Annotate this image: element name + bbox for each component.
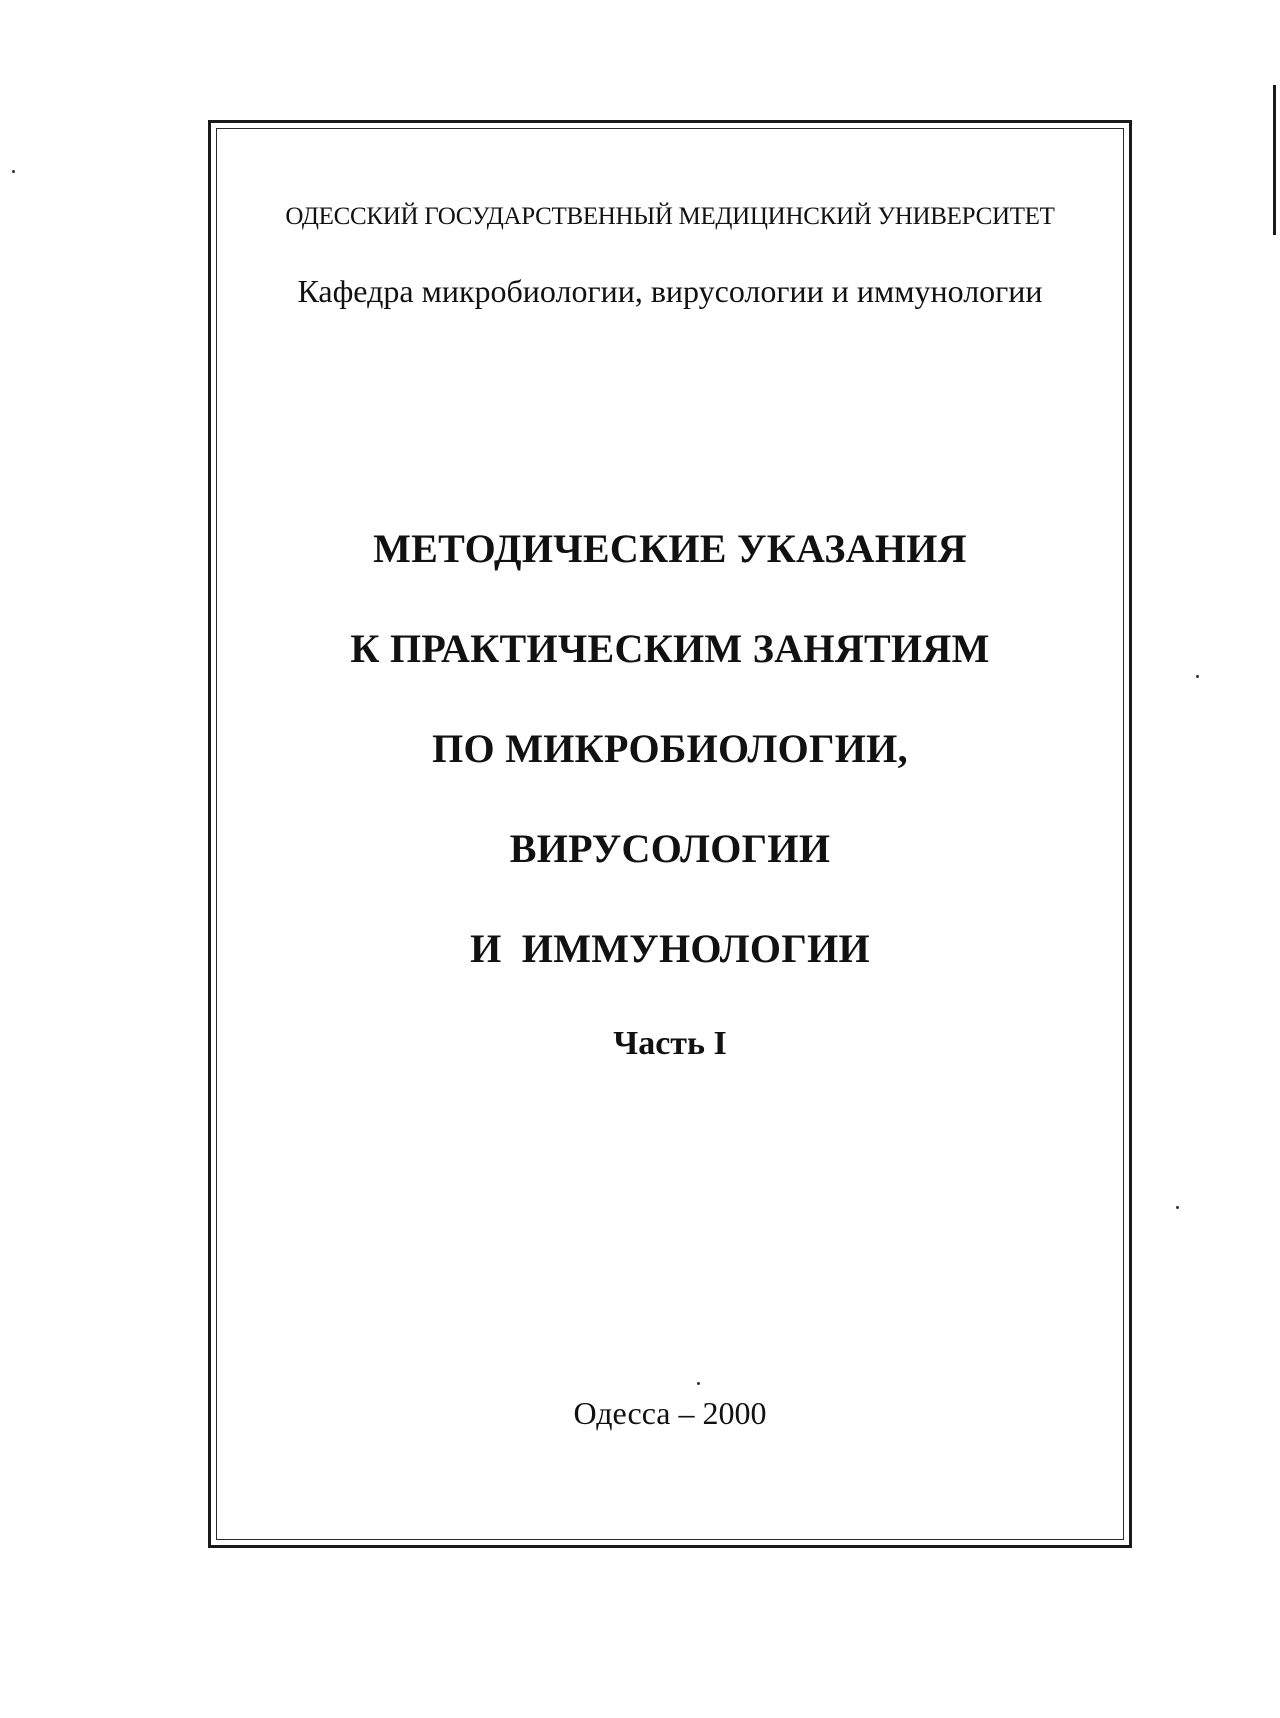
scan-speck [697,1382,700,1385]
university-name: ОДЕССКИЙ ГОСУДАРСТВЕННЫЙ МЕДИЦИНСКИЙ УНИВЕРСИТЕТ [285,203,1055,230]
scan-speck [1176,1206,1179,1209]
title-line: ПО МИКРОБИОЛОГИИ, [432,726,908,771]
part-label: Часть I [613,1025,727,1062]
department-name: Кафедра микробиологии, вирусологии и иммунологии [297,273,1043,309]
scan-speck [12,170,15,173]
title-line: И ИММУНОЛОГИИ [470,926,870,971]
scan-edge-mark [1273,85,1276,235]
title-line: ВИРУСОЛОГИИ [509,826,831,871]
imprint-city-year: Одесса – 2000 [573,1395,767,1431]
title-line: МЕТОДИЧЕСКИЕ УКАЗАНИЯ [373,526,967,571]
scan-speck [1196,675,1199,678]
title-line: К ПРАКТИЧЕСКИМ ЗАНЯТИЯМ [350,626,990,671]
page-border-frame [208,120,1132,1548]
